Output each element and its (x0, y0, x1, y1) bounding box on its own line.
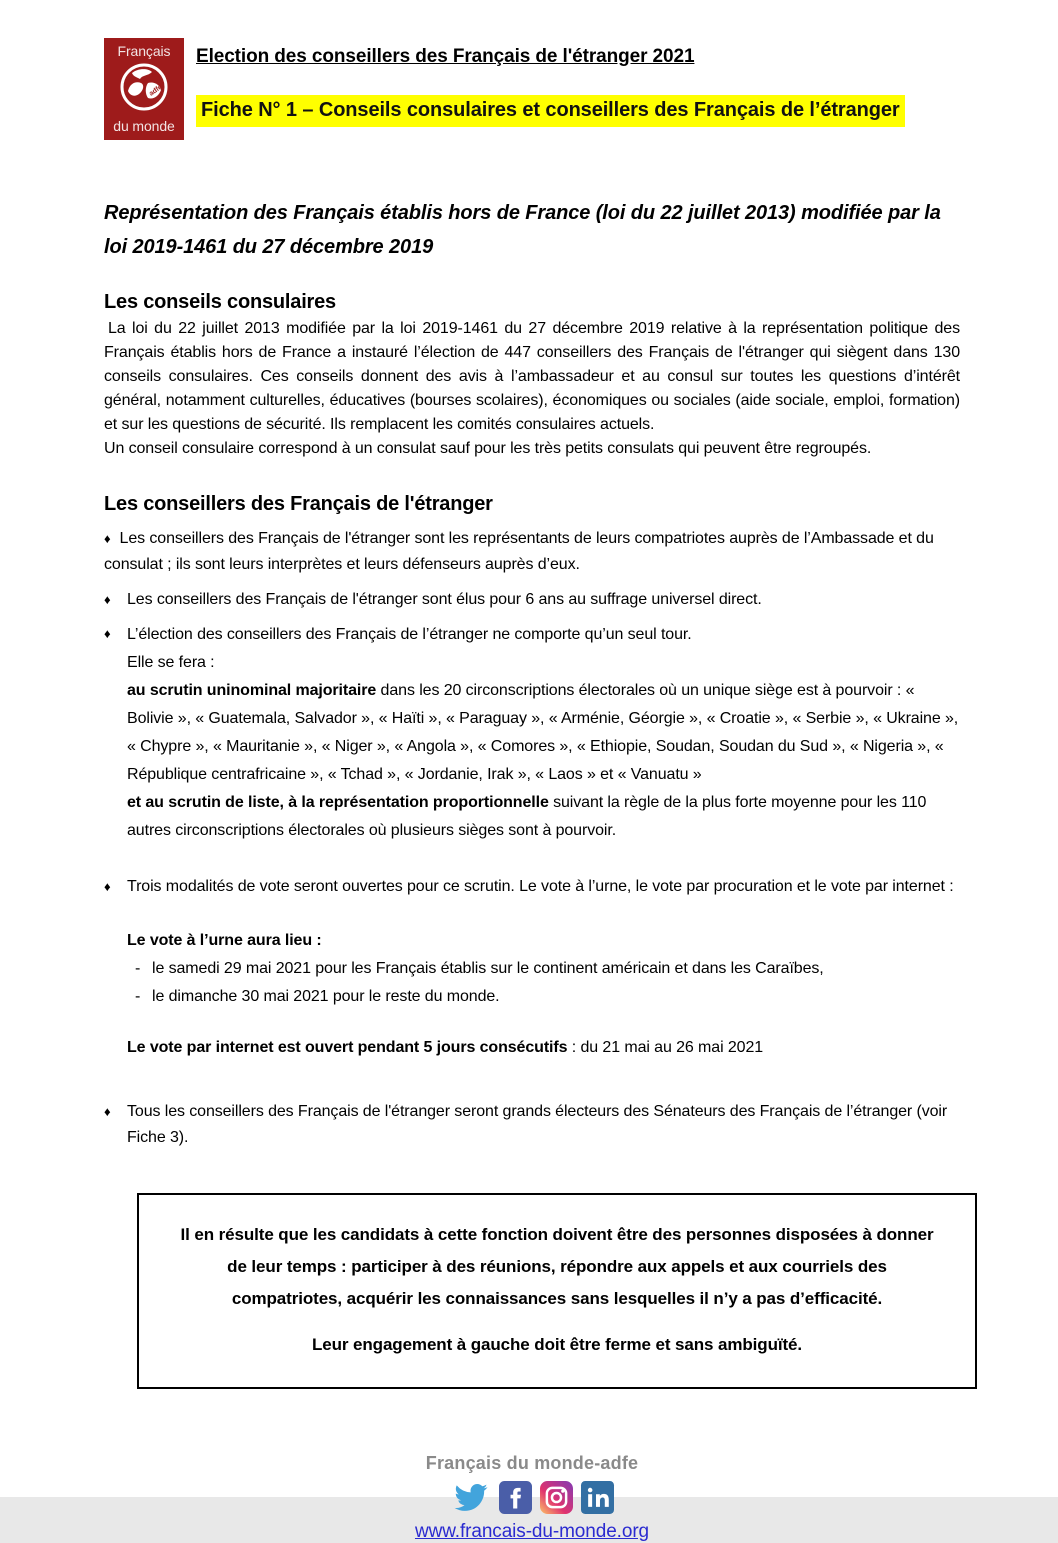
diamond-bullet-icon: ♦ (104, 879, 111, 894)
vote-urne-item-1 (135, 955, 960, 983)
diamond-bullet-icon: ♦ (104, 1104, 111, 1119)
dash-bullet: - (135, 988, 141, 1005)
scrutin-uninominal-bold: au scrutin uninominal majoritaire (127, 682, 377, 699)
scrutin-liste-bold: et au scrutin de liste, à la représentation proportionnelle (127, 794, 549, 811)
scrutin-uninominal-rest: dans les 20 circonscriptions électorales où un unique siège est à pourvoir : « Bolivie », « Guatemala, Salvador », « Haïti », « Paraguay », « Arménie, Géorgie », « Croatie », « Serbie », « Ukraine », « Chypre », « Mauritanie », « Niger », « Angola », « Comores », « Ethiopie, Soudan, Soudan du Sud », « Nigeria », « République centrafricaine », « Tchad », « Jordanie, Irak », « Laos » et « Vanuatu » (127, 682, 959, 783)
diamond-bullet-icon: ♦ (104, 592, 111, 607)
logo-text-bottom: du monde (113, 118, 175, 134)
twitter-icon[interactable] (451, 1481, 491, 1514)
conclusion-paragraph-1: Il en résulte que les candidats à cette fonction doivent être des personnes disposées à donner de leur temps : participer à des réunions, répondre aux appels et aux courriels des compatriotes, acquérir les connaissances sans lesquelles il n’y a pas d’efficacité. (180, 1225, 934, 1308)
francais-du-monde-logo (104, 38, 184, 140)
website-link[interactable]: www.francais-du-monde.org (414, 1521, 650, 1542)
bullet-elus-6-ans-text: Les conseillers des Français de l'étranger sont élus pour 6 ans au suffrage universel direct. (127, 591, 762, 608)
linkedin-icon[interactable] (581, 1481, 614, 1514)
bullet-representants (104, 526, 960, 578)
document-title: Election des conseillers des Français de l'étranger 2021 (196, 46, 695, 67)
diamond-bullet-icon: ♦ (104, 531, 111, 546)
scrutin-liste-rest: suivant la règle de la plus forte moyenne pour les 110 autres circonscriptions électorales où plusieurs sièges sont à pourvoir. (127, 794, 927, 839)
bullet-trois-modalites (104, 873, 960, 901)
globe-icon (118, 61, 170, 116)
document-footer (104, 1453, 960, 1543)
election-seul-tour-line: L’élection des conseillers des Français de l’étranger ne comporte qu’un seul tour. (127, 626, 692, 643)
facebook-icon[interactable] (499, 1481, 532, 1514)
document-header (104, 38, 960, 140)
bullet-trois-modalites-text: Trois modalités de vote seront ouvertes pour ce scrutin. Le vote à l’urne, le vote par procuration et le vote par internet : (127, 878, 954, 895)
conseils-paragraph-2: Un conseil consulaire correspond à un consulat sauf pour les très petits consulats qui peuvent être regroupés. (104, 440, 872, 457)
vote-urne-heading: Le vote à l’urne aura lieu : (127, 932, 322, 949)
conclusion-box (137, 1193, 977, 1389)
law-reference-heading: Représentation des Français établis hors de France (loi du 22 juillet 2013) modifiée par la loi 2019-1461 du 27 décembre 2019 (104, 202, 941, 258)
bullet-grands-electeurs-text: Tous les conseillers des Français de l'étranger seront grands électeurs des Sénateurs des Français de l’étranger (voir Fiche 3). (127, 1103, 948, 1146)
vote-urne-block (127, 927, 960, 1011)
vote-internet-bold: Le vote par internet est ouvert pendant 5 jours consécutifs (127, 1039, 568, 1056)
scrutin-liste-paragraph (127, 789, 960, 845)
scrutin-uninominal-paragraph (127, 677, 960, 789)
bullet-elus-6-ans (104, 587, 960, 613)
section-heading-conseillers: Les conseillers des Français de l'étranger (104, 493, 493, 515)
vote-internet-line (127, 1035, 960, 1061)
social-icons-row (104, 1480, 960, 1514)
vote-internet-rest: : du 21 mai au 26 mai 2021 (567, 1039, 764, 1056)
vote-urne-item-2 (135, 983, 960, 1011)
fiche-highlighted-subtitle: Fiche N° 1 – Conseils consulaires et conseillers des Français de l’étranger (196, 95, 905, 127)
vote-urne-item-1-text: le samedi 29 mai 2021 pour les Français établis sur le continent américain et dans les Caraïbes, (152, 960, 824, 977)
svg-text:adfe: adfe (148, 83, 164, 98)
bullet-representants-text: Les conseillers des Français de l'étranger sont les représentants de leurs compatriotes auprès de l’Ambassade et du consulat ; ils sont leurs interprètes et leurs défenseurs auprès d’eux. (104, 530, 934, 573)
conclusion-paragraph-2: Leur engagement à gauche doit être ferme et sans ambiguïté. (311, 1335, 803, 1354)
instagram-icon[interactable] (540, 1481, 573, 1514)
conseillers-bullet-list (104, 526, 960, 1151)
election-elle-se-fera-line: Elle se fera : (127, 654, 215, 671)
diamond-bullet-icon: ♦ (104, 626, 111, 641)
logo-text-top: Français (117, 43, 171, 59)
section-heading-conseils-consulaires: Les conseils consulaires (104, 291, 336, 313)
bullet-grands-electeurs (104, 1099, 960, 1151)
header-titles (184, 38, 960, 127)
dash-bullet: - (135, 960, 141, 977)
organization-name: Français du monde-adfe (425, 1453, 639, 1473)
bullet-election-modes (104, 621, 960, 845)
vote-urne-item-2-text: le dimanche 30 mai 2021 pour le reste du monde. (152, 988, 500, 1005)
conseils-paragraph-1: La loi du 22 juillet 2013 modifiée par la loi 2019-1461 du 27 décembre 2019 relative à la représentation politique des Français établis hors de France a instauré l’élection de 447 conseillers des Français de l'étranger qui siègent dans 130 conseils consulaires. Ces conseils donnent des avis à l’ambassadeur et au consul sur toutes les questions d’intérêt général, notamment culturelles, éducatives (bourses scolaires), économiques ou sociales (aide sociale, emploi, formation) et sur les questions de sécurité. Ils remplacent les comités consulaires actuels. (104, 320, 960, 433)
